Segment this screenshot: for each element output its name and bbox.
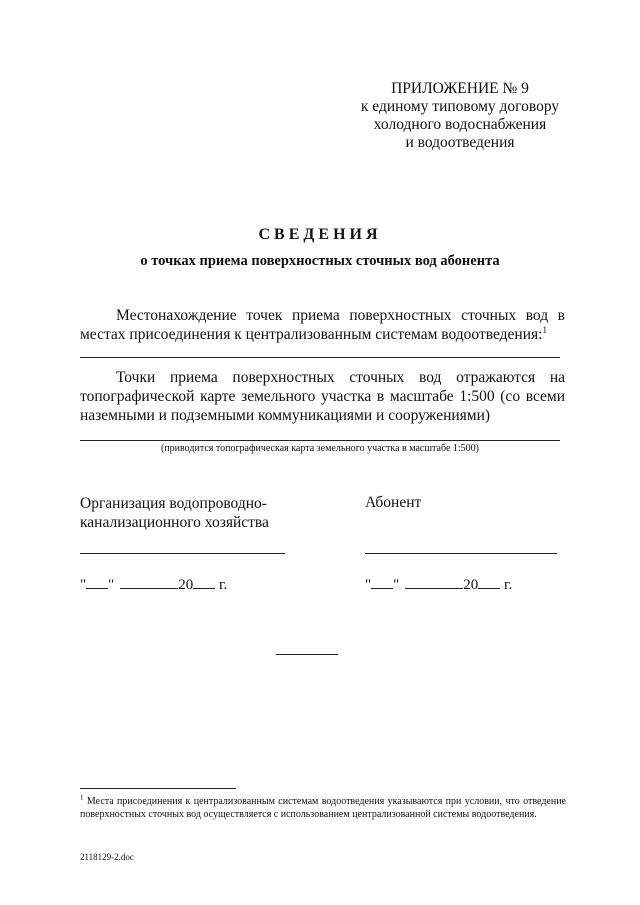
appendix-ref-line: к единому типовому договору [360, 98, 560, 115]
organization-date-field [80, 574, 227, 594]
date-quote: " [365, 577, 372, 593]
day-blank [86, 574, 108, 589]
map-fill-line [80, 440, 560, 441]
organization-label-line: Организация водопроводно- [80, 495, 267, 512]
date-quote: " [80, 577, 87, 593]
year-prefix: 20 [178, 577, 194, 593]
organization-label [80, 494, 269, 532]
date-quote: " [393, 577, 400, 593]
map-paragraph-text: Точки приема поверхностных сточных вод отражаются на топографической карте земельного участка в масштабе 1:500 (со всеми наземными и подземными коммуникациями и сооружениями) [80, 369, 565, 424]
document-id: 2118129-2.doc [80, 852, 134, 862]
appendix-ref-line: холодного водоснабжения [373, 116, 547, 133]
organization-signature-line [80, 553, 285, 554]
end-divider [276, 654, 338, 655]
location-paragraph [80, 306, 565, 344]
year-prefix: 20 [463, 577, 479, 593]
document-subtitle: о точках приема поверхностных сточных вод абонента [140, 253, 500, 269]
abonent-signature-line [365, 553, 557, 554]
month-blank [405, 574, 463, 589]
year-suffix: г. [219, 577, 228, 593]
year-suffix: г. [504, 577, 513, 593]
appendix-header [340, 80, 580, 152]
document-title: СВЕДЕНИЯ [258, 226, 382, 243]
footnote-number: 1 [80, 793, 84, 802]
month-blank [120, 574, 178, 589]
year-blank [478, 574, 500, 589]
footnote-reference: 1 [542, 324, 547, 335]
footnote-separator [80, 788, 236, 789]
abonent-date-field [365, 574, 512, 594]
map-caption: (приводится топографическая карта земельного участка в масштабе 1:500) [161, 443, 479, 454]
footnote [80, 795, 566, 821]
year-blank [193, 574, 215, 589]
abonent-label: Абонент [365, 494, 422, 511]
footnote-text: Места присоединения к централизованным системам водоотведения указываются при условии, что отведение поверхностных сточных вод осуществляется с использованием централизованной системы водоотведения. [80, 796, 566, 820]
location-paragraph-text: Местонахождение точек приема поверхностных сточных вод в местах присоединения к централизованным системам водоотведения: [80, 307, 565, 343]
map-paragraph [80, 368, 565, 425]
appendix-number: ПРИЛОЖЕНИЕ № 9 [391, 80, 529, 97]
appendix-ref-line: и водоотведения [405, 134, 515, 151]
day-blank [371, 574, 393, 589]
organization-label-line: канализационного хозяйства [80, 514, 269, 531]
date-quote: " [108, 577, 115, 593]
location-fill-line [80, 357, 560, 358]
